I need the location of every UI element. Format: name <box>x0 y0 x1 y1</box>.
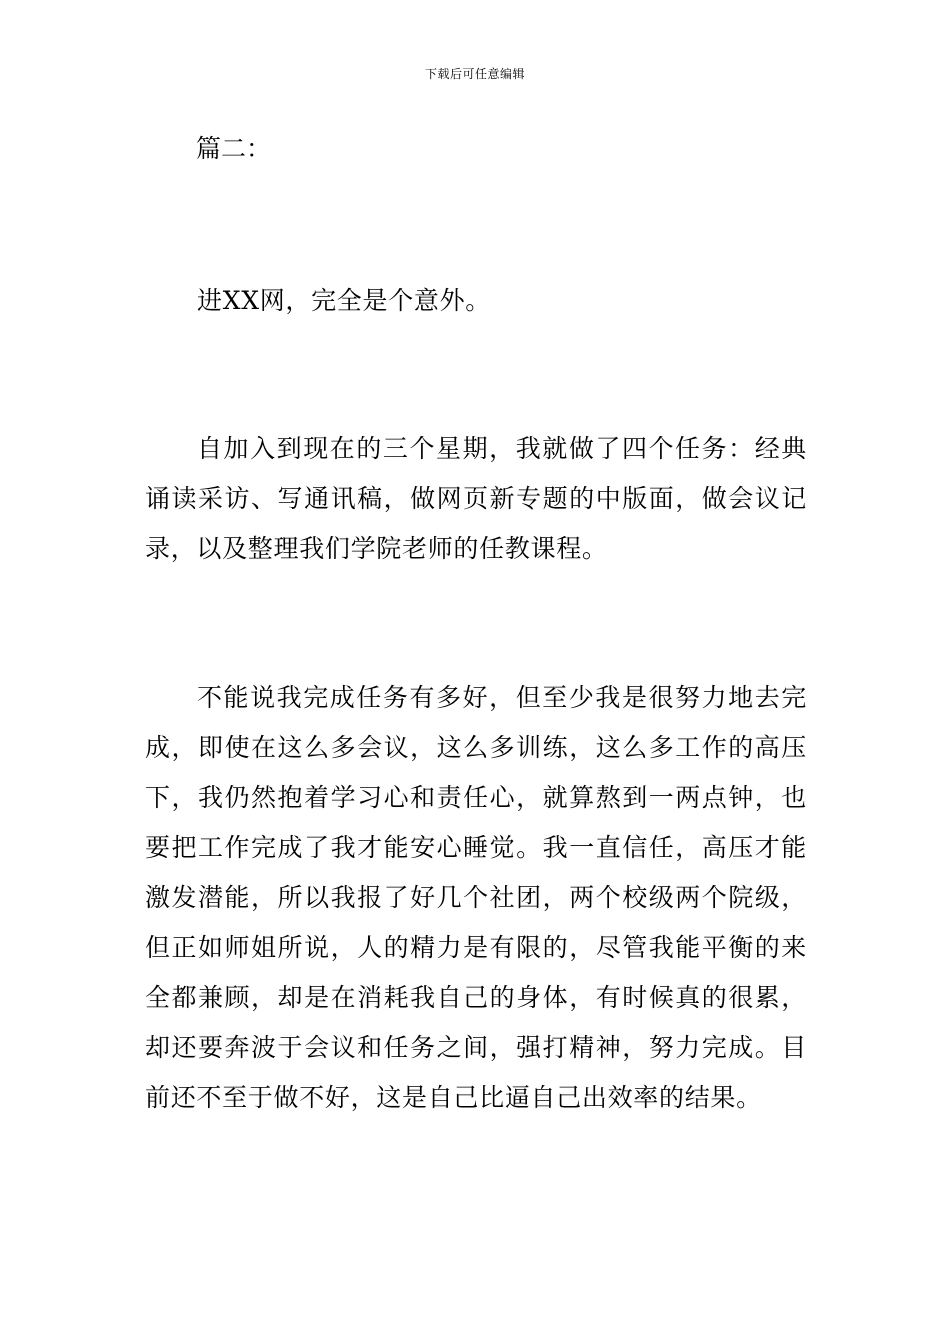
paragraph-1: 进XX网，完全是个意外。 <box>197 286 491 315</box>
paragraph-3: 不能说我完成任务有多好，但至少我是很努力地去完成，即使在这么多会议，这么多训练，这么多工作的高压下，我仍然抱着学习心和责任心，就算熬到一两点钟，也要把工作完成了我才能安心睡觉。我一直信任，高压才能激发潜能，所以我报了好几个社团，两个校级两个院级，但正如师姐所说，人的精力是有限的，尽管我能平衡的来全都兼顾，却是在消耗我自己的身体，有时候真的很累，却还要奔波于会议和任务之间，强打精神，努力完成。目前还不至于做不好，这是自己比逼自己出效率的结果。 <box>145 683 807 1112</box>
section-heading: 篇二： <box>196 134 272 163</box>
header-note: 下载后可任意编辑 <box>424 67 525 81</box>
paragraph-2: 自加入到现在的三个星期，我就做了四个任务：经典诵读采访、写通讯稿，做网页新专题的中版面，做会议记录，以及整理我们学院老师的任教课程。 <box>145 434 807 563</box>
